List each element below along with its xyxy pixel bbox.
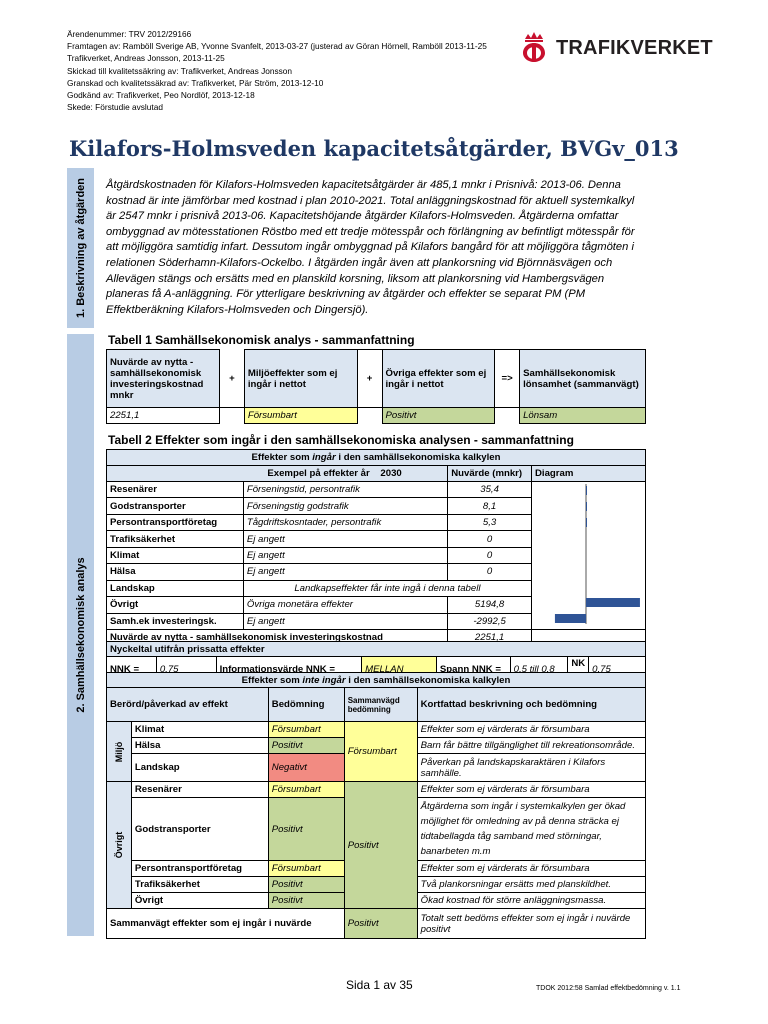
nk-value: 0,75 [589,657,646,682]
table-row: Persontransportföretag Försumbart Effekter som ej värderats är försumbara [107,861,646,877]
miljo-weighted: Försumbart [344,722,417,782]
table1-value-profitability: Lönsam [520,408,646,424]
meta-line: Trafikverket, Andreas Jonsson, 2013-11-25 [67,53,225,64]
meta-line: Skickad till kvalitetssäkring av: Trafikverket, Andreas Jonsson [67,65,293,76]
diagram-bar-2 [586,518,587,527]
spann-value: 0,5 till 0,8 [510,657,568,682]
page-number: Sida 1 av 35 [346,978,413,992]
col-description: Kortfattad beskrivning och bedömning [417,688,645,722]
col-weighted: Sammanvägd bedömning [344,688,417,722]
table-row: Övrigt Övriga monetära effekter 5194,8 [107,597,646,613]
table1-value-npv: 2251,1 [107,408,220,424]
col-assessment: Bedömning [268,688,344,722]
diagram-bar-0 [586,486,587,495]
table-row: Godstransporter Positivt Åtgärderna som ingår i systemkalkylen ger ökad möjlighet för omledning av på denna sträcka ej tidtabellagda tåg samband med störningar, banarbeten m.m [107,798,646,861]
spann-label: Spann NNK = [436,657,510,682]
document-metadata [67,28,497,113]
meta-line: Ärendenummer: TRV 2012/29166 [67,29,192,39]
meta-line: Framtagen av: Ramböll Sverige AB, Yvonne Svanfelt, 2013-03-27 (justerad av Göran Hörnell, Ramböll 2013-11-25 [67,41,487,52]
table2-band-excluded: Effekter som inte ingår i den samhällsekonomiska kalkylen [107,673,646,688]
table-row-npv-total: Nuvärde av nytta - samhällsekonomisk investeringskostnad 2251,1 [107,630,646,646]
table2-col-example: Exempel på effekter år 2030 [243,466,447,482]
key-figures-title: Nyckeltal utifrån prissatta effekter [107,642,646,657]
table1-header-profitability: Samhällsekonomisk lönsamhet (sammanvägt) [520,350,646,408]
table2-col-npv: Nuvärde (mnkr) [448,466,532,482]
table-row: Övrigt Resenärer Försumbart Positivt Effekter som ej värderats är försumbara [107,782,646,798]
table1-operator: + [357,350,382,408]
table-row: Hälsa Positivt Barn får bättre tillgänglighet till rekreationsområde. [107,738,646,754]
table-row: Landskap Negativt Påverkan på landskapskaraktären i Kilafors samhälle. [107,754,646,782]
section-tab-label: 1. Beskrivning av åtgärden [74,178,87,318]
table1-title: Tabell 1 Samhällsekonomisk analys - sammanfattning [108,333,415,347]
col-effect: Berörd/påverkad av effekt [107,688,269,722]
trafikverket-logo [517,30,713,66]
info-value: MELLAN [362,657,437,682]
table1-operator: => [495,350,520,408]
meta-line: Skede: Förstudie avslutad [67,102,163,113]
measure-description: Åtgärdskostnaden för Kilafors-Holmsveden kapacitetsåtgärder är 485,1 mnkr i Prisnivå: 2013-06. Denna kostnad är inte jämförbar med kostnad i plan 2010-2021. Total anläggningskostnad för aktuell systemkalkyl är 2547 mnkr i prisnivå 2013-06. Kapacitetshöjande åtgärder Kilafors-Holmsveden. Åtgärderna omfattar ombyggnad av mötesstationen Röstbo med ett tredje mötesspår och förlängning av befintligt mötesspår för att möjliggöra samtidig infart. Dessutom ingår ombyggnad på Kilafors bangård för att möjliggöra tågmöten i relationen Söderhamn-Kilafors-Ockelbo. I åtgärden ingår även att plankorsning vid Björnnäsvägen och Allevägen stängs och ersätts med en planskild korsning, liksom att plankorsning vid Hambergsvägen planeras få A-anläggning. För ytterligare beskrivning av åtgärder och effekter se separat PM (PM Effektberäkning Kilafors-Holmsveden och Dingersjö). [106,179,635,316]
meta-line: Granskad och kvalitetssäkrad av: Trafikverket, Pär Ström, 2013-12-10 [67,77,324,88]
group-ovrigt-label: Övrigt [113,831,124,859]
table-row: Miljö Klimat Försumbart Försumbart Effekter som ej värderats är försumbara [107,722,646,738]
diagram-bar-8 [555,614,586,623]
table2-title: Tabell 2 Effekter som ingår i den samhällsekonomiska analysen - sammanfattning [108,433,574,447]
diagram-bar-7 [586,598,640,607]
table-row: Klimat Ej angett 0 [107,547,646,563]
section-tab-label: 2. Samhällsekonomisk analys [74,557,87,713]
table1-header-npv: Nuvärde av nytta - samhällsekonomisk investeringskostnad mnkr [107,350,220,408]
table1-operator: + [219,350,244,408]
table2-included-effects [106,449,646,646]
page-title: Kilafors-Holmsveden kapacitetsåtgärder, BVGv_013 [69,136,679,161]
table-row: Landskap Landkapseffekter får inte ingå i denna tabell [107,580,646,596]
table-row: Godstransporter Förseningstig godstrafik 8,1 [107,498,646,514]
table1-summary [106,349,646,424]
table1-header-other: Övriga effekter som ej ingår i nettot [382,350,495,408]
nk-label: NK = [568,657,589,682]
table-row: Övrigt Positivt Ökad kostnad för större anläggningsmassa. [107,893,646,909]
meta-line: Godkänd av: Trafikverket, Peo Nordlöf, 2013-12-18 [67,90,255,101]
info-value-label: Informationsvärde NNK = [216,657,362,682]
table-row: Samh.ek investeringsk. Ej angett -2992,5 [107,613,646,630]
table2-excluded-effects [106,672,646,939]
table-row: Trafiksäkerhet Ej angett 0 [107,531,646,547]
section-tab-analysis [67,334,94,936]
crown-emblem-icon [517,30,551,64]
table2-col-diagram: Diagram [531,466,645,482]
table-row: Hälsa Ej angett 0 [107,564,646,580]
table1-value-env: Försumbart [244,408,357,424]
diagram-bar-1 [586,502,587,511]
npv-bar-diagram [532,482,645,626]
logo-wordmark: TRAFIKVERKET [556,37,713,59]
nnk-label: NNK = [107,657,157,682]
table-row: Resenärer Förseningstid, persontrafik 35,4 [107,482,646,498]
document-code: TDOK 2012:58 Samlad effektbedömning v. 1.1 [536,985,681,992]
group-miljo-label: Miljö [113,741,124,762]
table-row: Persontransportföretag Tågdriftskosntader, persontrafik 5,3 [107,514,646,530]
section-tab-description [67,168,94,328]
table1-header-env: Miljöeffekter som ej ingår i nettot [244,350,357,408]
table-row: Trafiksäkerhet Positivt Två plankorsningar ersätts med planskildhet. [107,877,646,893]
nnk-value: 0,75 [156,657,216,682]
diagram-cell [531,482,645,630]
table-row-total: Sammanvägt effekter som ej ingår i nuvärde Positivt Totalt sett bedöms effekter som ej ingår i nuvärde positivt [107,909,646,939]
table2-band-included: Effekter som ingår i den samhällsekonomiska kalkylen [107,450,646,466]
table1-value-other: Positivt [382,408,495,424]
ovrigt-weighted: Positivt [344,782,417,909]
